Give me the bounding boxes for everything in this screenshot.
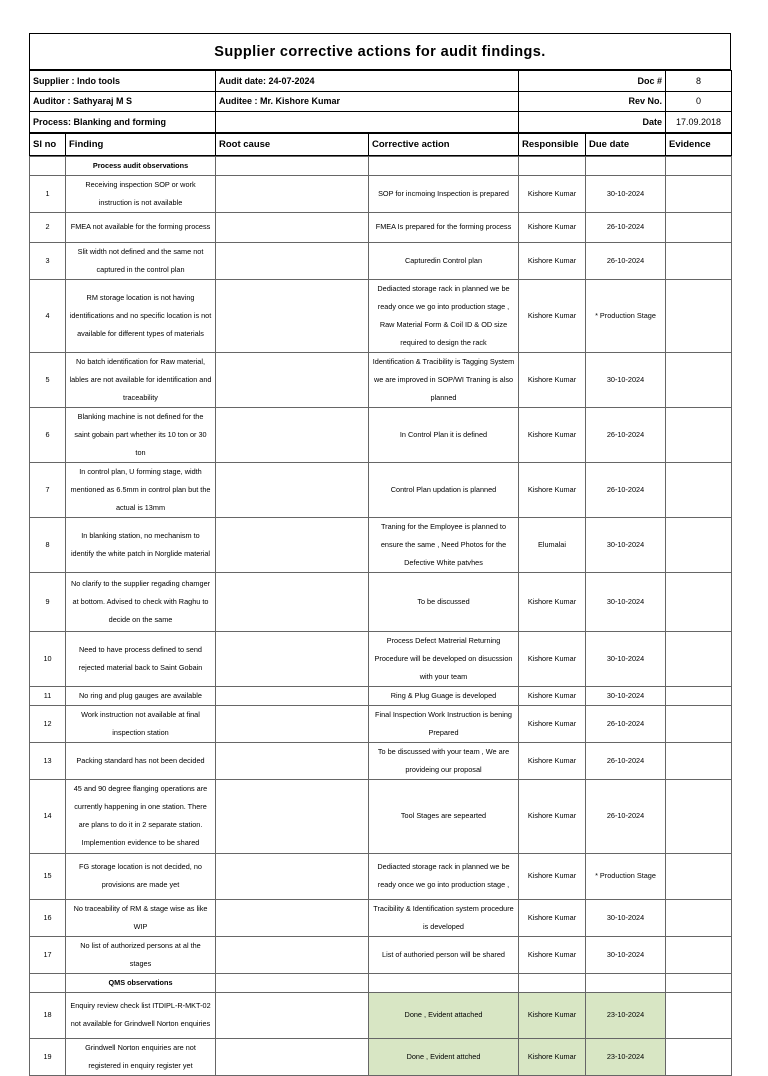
- responsible-cell: Kishore Kumar: [519, 992, 586, 1038]
- table-row: [30, 853, 732, 899]
- column-header: Evidence: [666, 133, 732, 155]
- row-number: 17: [30, 936, 66, 973]
- row-number: 18: [30, 992, 66, 1038]
- section-blank: [216, 973, 369, 992]
- evidence-cell: [666, 517, 732, 572]
- audit-sheet: [29, 33, 731, 1076]
- responsible-cell: Kishore Kumar: [519, 853, 586, 899]
- responsible-cell: Kishore Kumar: [519, 462, 586, 517]
- finding-cell: No traceability of RM & stage wise as like WIP: [66, 899, 216, 936]
- table-row: [30, 992, 732, 1038]
- process-blank: [216, 112, 519, 133]
- evidence-cell: [666, 631, 732, 686]
- finding-cell: In blanking station, no mechanism to identify the white patch in Norglide material: [66, 517, 216, 572]
- due-date-cell: 30-10-2024: [586, 175, 666, 212]
- evidence-cell: [666, 899, 732, 936]
- corrective-action-cell: Traning for the Employee is planned to ensure the same , Need Photos for the Defective White patvhes: [369, 517, 519, 572]
- corrective-action-cell: Dediacted storage rack in planned we be ready once we go into production stage , Raw Material Form & Coil ID & OD size required to design the rack: [369, 279, 519, 352]
- finding-cell: Enquiry review check list ITDIPL-R-MKT-02 not available for Grindwell Norton enquiries: [66, 992, 216, 1038]
- row-number: 14: [30, 779, 66, 853]
- row-number: 10: [30, 631, 66, 686]
- auditor-field: Auditor : Sathyaraj M S: [30, 91, 216, 112]
- finding-cell: Grindwell Norton enquiries are not registered in enquiry register yet: [66, 1038, 216, 1075]
- finding-cell: 45 and 90 degree flanging operations are currently happening in one station. There are plans to do it in 2 separate station. Implemention evidence to be shared: [66, 779, 216, 853]
- finding-cell: Slit width not defined and the same not captured in the control plan: [66, 242, 216, 279]
- date-value: 17.09.2018: [666, 112, 732, 133]
- row-number: 16: [30, 899, 66, 936]
- due-date-cell: 30-10-2024: [586, 686, 666, 705]
- header-table: [29, 70, 732, 133]
- finding-cell: FMEA not available for the forming process: [66, 212, 216, 242]
- section-row: [30, 973, 732, 992]
- evidence-cell: [666, 936, 732, 973]
- responsible-cell: Elumalai: [519, 517, 586, 572]
- row-number: 11: [30, 686, 66, 705]
- table-row: [30, 212, 732, 242]
- finding-cell: RM storage location is not having identifications and no specific location is not available for different types of materials: [66, 279, 216, 352]
- root-cause-cell: [216, 175, 369, 212]
- section-title: Process audit observations: [66, 156, 216, 175]
- row-number: 9: [30, 572, 66, 631]
- row-number: 1: [30, 175, 66, 212]
- evidence-cell: [666, 462, 732, 517]
- root-cause-cell: [216, 462, 369, 517]
- table-row: [30, 242, 732, 279]
- evidence-cell: [666, 742, 732, 779]
- evidence-cell: [666, 175, 732, 212]
- evidence-cell: [666, 686, 732, 705]
- row-number: 6: [30, 407, 66, 462]
- finding-cell: In control plan, U forming stage, width mentioned as 6.5mm in control plan but the actual is 13mm: [66, 462, 216, 517]
- root-cause-cell: [216, 686, 369, 705]
- root-cause-cell: [216, 936, 369, 973]
- row-number: 2: [30, 212, 66, 242]
- section-blank: [586, 156, 666, 175]
- row-number: 5: [30, 352, 66, 407]
- rev-value: 0: [666, 91, 732, 112]
- corrective-action-cell: Capturedin Control plan: [369, 242, 519, 279]
- corrective-action-cell: Process Defect Matrerial Returning Procedure will be developed on disucssion with your team: [369, 631, 519, 686]
- responsible-cell: Kishore Kumar: [519, 212, 586, 242]
- evidence-cell: [666, 572, 732, 631]
- due-date-cell: 26-10-2024: [586, 705, 666, 742]
- finding-cell: No clarify to the supplier regading chamger at bottom. Advised to check with Raghu to decide on the same: [66, 572, 216, 631]
- table-row: [30, 899, 732, 936]
- due-date-cell: 26-10-2024: [586, 242, 666, 279]
- finding-cell: Work instruction not available at final inspection station: [66, 705, 216, 742]
- corrective-action-cell: To be discussed: [369, 572, 519, 631]
- due-date-cell: 23-10-2024: [586, 1038, 666, 1075]
- due-date-cell: 26-10-2024: [586, 742, 666, 779]
- table-row: [30, 352, 732, 407]
- table-row: [30, 686, 732, 705]
- findings-table: [29, 156, 732, 1076]
- root-cause-cell: [216, 242, 369, 279]
- corrective-action-cell: To be discussed with your team , We are provideing our proposal: [369, 742, 519, 779]
- table-row: [30, 631, 732, 686]
- responsible-cell: Kishore Kumar: [519, 352, 586, 407]
- root-cause-cell: [216, 407, 369, 462]
- root-cause-cell: [216, 279, 369, 352]
- due-date-cell: * Production Stage: [586, 279, 666, 352]
- row-number: 15: [30, 853, 66, 899]
- column-header: Corrective action: [369, 133, 519, 155]
- document-title: Supplier corrective actions for audit findings.: [29, 33, 731, 70]
- responsible-cell: Kishore Kumar: [519, 899, 586, 936]
- evidence-cell: [666, 212, 732, 242]
- doc-value: 8: [666, 71, 732, 92]
- section-row: [30, 156, 732, 175]
- root-cause-cell: [216, 572, 369, 631]
- root-cause-cell: [216, 352, 369, 407]
- doc-label: Doc #: [519, 71, 666, 92]
- finding-cell: Blanking machine is not defined for the saint gobain part whether its 10 ton or 30 ton: [66, 407, 216, 462]
- row-number: 8: [30, 517, 66, 572]
- table-row: [30, 462, 732, 517]
- due-date-cell: 26-10-2024: [586, 462, 666, 517]
- row-number: 4: [30, 279, 66, 352]
- column-header: Root cause: [216, 133, 369, 155]
- row-number: 7: [30, 462, 66, 517]
- corrective-action-cell: Tracibility & Identification system procedure is developed: [369, 899, 519, 936]
- root-cause-cell: [216, 899, 369, 936]
- row-number: 13: [30, 742, 66, 779]
- responsible-cell: Kishore Kumar: [519, 242, 586, 279]
- corrective-action-cell: Done , Evident attched: [369, 1038, 519, 1075]
- column-header: Finding: [66, 133, 216, 155]
- responsible-cell: Kishore Kumar: [519, 631, 586, 686]
- table-row: [30, 779, 732, 853]
- due-date-cell: 26-10-2024: [586, 407, 666, 462]
- finding-cell: Need to have process defined to send rejected material back to Saint Gobain: [66, 631, 216, 686]
- evidence-cell: [666, 853, 732, 899]
- table-row: [30, 705, 732, 742]
- evidence-cell: [666, 705, 732, 742]
- row-number: 3: [30, 242, 66, 279]
- section-blank: [369, 156, 519, 175]
- evidence-cell: [666, 352, 732, 407]
- column-header: Sl no: [30, 133, 66, 155]
- responsible-cell: Kishore Kumar: [519, 742, 586, 779]
- due-date-cell: 30-10-2024: [586, 936, 666, 973]
- root-cause-cell: [216, 517, 369, 572]
- evidence-cell: [666, 407, 732, 462]
- section-blank: [30, 156, 66, 175]
- table-row: [30, 279, 732, 352]
- evidence-cell: [666, 1038, 732, 1075]
- root-cause-cell: [216, 742, 369, 779]
- corrective-action-cell: In Control Plan it is defined: [369, 407, 519, 462]
- section-blank: [519, 156, 586, 175]
- due-date-cell: 30-10-2024: [586, 631, 666, 686]
- responsible-cell: Kishore Kumar: [519, 779, 586, 853]
- corrective-action-cell: Identification & Tracibility is Tagging System we are improved in SOP/WI Traning is also planned: [369, 352, 519, 407]
- due-date-cell: 30-10-2024: [586, 517, 666, 572]
- responsible-cell: Kishore Kumar: [519, 686, 586, 705]
- evidence-cell: [666, 242, 732, 279]
- finding-cell: No list of authorized persons at al the stages: [66, 936, 216, 973]
- root-cause-cell: [216, 705, 369, 742]
- corrective-action-cell: Done , Evident attached: [369, 992, 519, 1038]
- process-field: Process: Blanking and forming: [30, 112, 216, 133]
- corrective-action-cell: Ring & Plug Guage is developed: [369, 686, 519, 705]
- due-date-cell: 30-10-2024: [586, 572, 666, 631]
- column-header: Due date: [586, 133, 666, 155]
- root-cause-cell: [216, 631, 369, 686]
- corrective-action-cell: Tool Stages are sepearted: [369, 779, 519, 853]
- section-blank: [666, 156, 732, 175]
- corrective-action-cell: Control Plan updation is planned: [369, 462, 519, 517]
- responsible-cell: Kishore Kumar: [519, 279, 586, 352]
- corrective-action-cell: Dediacted storage rack in planned we be ready once we go into production stage ,: [369, 853, 519, 899]
- responsible-cell: Kishore Kumar: [519, 175, 586, 212]
- root-cause-cell: [216, 992, 369, 1038]
- corrective-action-cell: Final Inspection Work Instruction is bening Prepared: [369, 705, 519, 742]
- column-header: Responsible: [519, 133, 586, 155]
- section-blank: [216, 156, 369, 175]
- corrective-action-cell: List of authoried person will be shared: [369, 936, 519, 973]
- root-cause-cell: [216, 853, 369, 899]
- responsible-cell: Kishore Kumar: [519, 407, 586, 462]
- supplier-field: Supplier : Indo tools: [30, 71, 216, 92]
- column-header-row: [29, 133, 732, 156]
- responsible-cell: Kishore Kumar: [519, 936, 586, 973]
- section-blank: [30, 973, 66, 992]
- finding-cell: Receiving inspection SOP or work instruction is not available: [66, 175, 216, 212]
- due-date-cell: 30-10-2024: [586, 352, 666, 407]
- finding-cell: FG storage location is not decided, no provisions are made yet: [66, 853, 216, 899]
- corrective-action-cell: SOP for incmoing Inspection is prepared: [369, 175, 519, 212]
- due-date-cell: 23-10-2024: [586, 992, 666, 1038]
- evidence-cell: [666, 279, 732, 352]
- responsible-cell: Kishore Kumar: [519, 572, 586, 631]
- section-blank: [666, 973, 732, 992]
- date-label: Date: [519, 112, 666, 133]
- table-row: [30, 936, 732, 973]
- rev-label: Rev No.: [519, 91, 666, 112]
- root-cause-cell: [216, 212, 369, 242]
- responsible-cell: Kishore Kumar: [519, 1038, 586, 1075]
- auditee-field: Auditee : Mr. Kishore Kumar: [216, 91, 519, 112]
- root-cause-cell: [216, 1038, 369, 1075]
- row-number: 19: [30, 1038, 66, 1075]
- due-date-cell: 26-10-2024: [586, 212, 666, 242]
- section-blank: [369, 973, 519, 992]
- section-title: QMS observations: [66, 973, 216, 992]
- table-row: [30, 517, 732, 572]
- evidence-cell: [666, 779, 732, 853]
- table-row: [30, 175, 732, 212]
- due-date-cell: 30-10-2024: [586, 899, 666, 936]
- root-cause-cell: [216, 779, 369, 853]
- table-row: [30, 1038, 732, 1075]
- finding-cell: No batch identification for Raw material, lables are not available for identification and traceability: [66, 352, 216, 407]
- evidence-cell: [666, 992, 732, 1038]
- section-blank: [519, 973, 586, 992]
- responsible-cell: Kishore Kumar: [519, 705, 586, 742]
- table-row: [30, 742, 732, 779]
- audit-date-field: Audit date: 24-07-2024: [216, 71, 519, 92]
- due-date-cell: * Production Stage: [586, 853, 666, 899]
- corrective-action-cell: FMEA Is prepared for the forming process: [369, 212, 519, 242]
- due-date-cell: 26-10-2024: [586, 779, 666, 853]
- section-blank: [586, 973, 666, 992]
- finding-cell: Packing standard has not been decided: [66, 742, 216, 779]
- finding-cell: No ring and plug gauges are available: [66, 686, 216, 705]
- table-row: [30, 407, 732, 462]
- table-row: [30, 572, 732, 631]
- row-number: 12: [30, 705, 66, 742]
